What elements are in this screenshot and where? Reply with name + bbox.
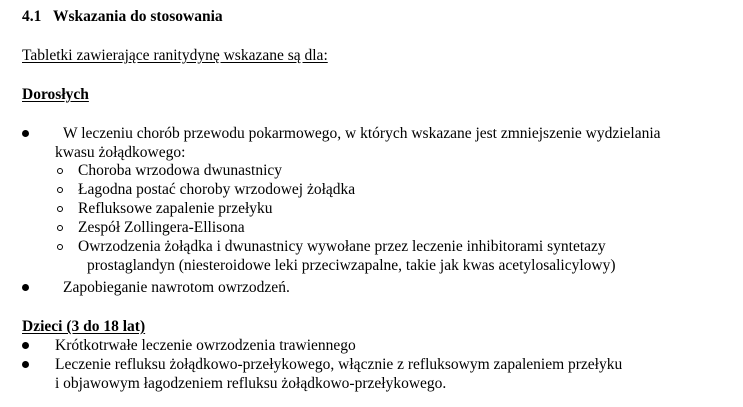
children-item-1: Krótkotrwałe leczenie owrzodzenia trawiennego <box>55 337 356 354</box>
intro-text: Tabletki zawierające ranitydynę wskazane są dla: <box>22 47 328 64</box>
children-item-2-line2: i objawowym łagodzeniem refluksu żołądkowo-przełykowego. <box>55 375 447 392</box>
circle-bullet-icon <box>57 206 63 212</box>
circle-bullet-icon <box>57 225 63 231</box>
adults-subitem-3: Refluksowe zapalenie przełyku <box>78 200 273 217</box>
circle-bullet-icon <box>57 187 63 193</box>
circle-bullet-icon <box>57 168 63 174</box>
bullet-icon <box>22 342 29 349</box>
adults-heading: Dorosłych <box>22 86 89 103</box>
bullet-icon <box>22 130 29 137</box>
bullet-icon <box>22 284 29 291</box>
circle-bullet-icon <box>57 244 63 250</box>
adults-subitem-4: Zespół Zollingera-Ellisona <box>78 219 245 236</box>
section-title: Wskazania do stosowania <box>53 8 223 25</box>
adults-subitem-5-line1: Owrzodzenia żołądka i dwunastnicy wywołane przez leczenie inhibitorami syntetazy <box>78 238 606 255</box>
bullet-icon <box>22 361 29 368</box>
children-item-2-line1: Leczenie refluksu żołądkowo-przełykowego, włącznie z refluksowym zapaleniem przełyku <box>55 356 623 373</box>
children-heading: Dzieci (3 do 18 lat) <box>22 318 146 335</box>
adults-subitem-1: Choroba wrzodowa dwunastnicy <box>78 162 283 179</box>
adults-subitem-5-line2: prostaglandyn (niesteroidowe leki przeciwzapalne, takie jak kwas acetylosalicylowy) <box>87 257 616 274</box>
section-number: 4.1 <box>22 8 42 25</box>
adults-item-2: Zapobieganie nawrotom owrzodzeń. <box>63 279 290 296</box>
adults-subitem-2: Łagodna postać choroby wrzodowej żołądka <box>78 181 356 198</box>
adults-item-1-line2: kwasu żołądkowego: <box>55 144 186 161</box>
adults-item-1-line1: W leczeniu chorób przewodu pokarmowego, w których wskazane jest zmniejszenie wydzielania <box>63 125 661 142</box>
